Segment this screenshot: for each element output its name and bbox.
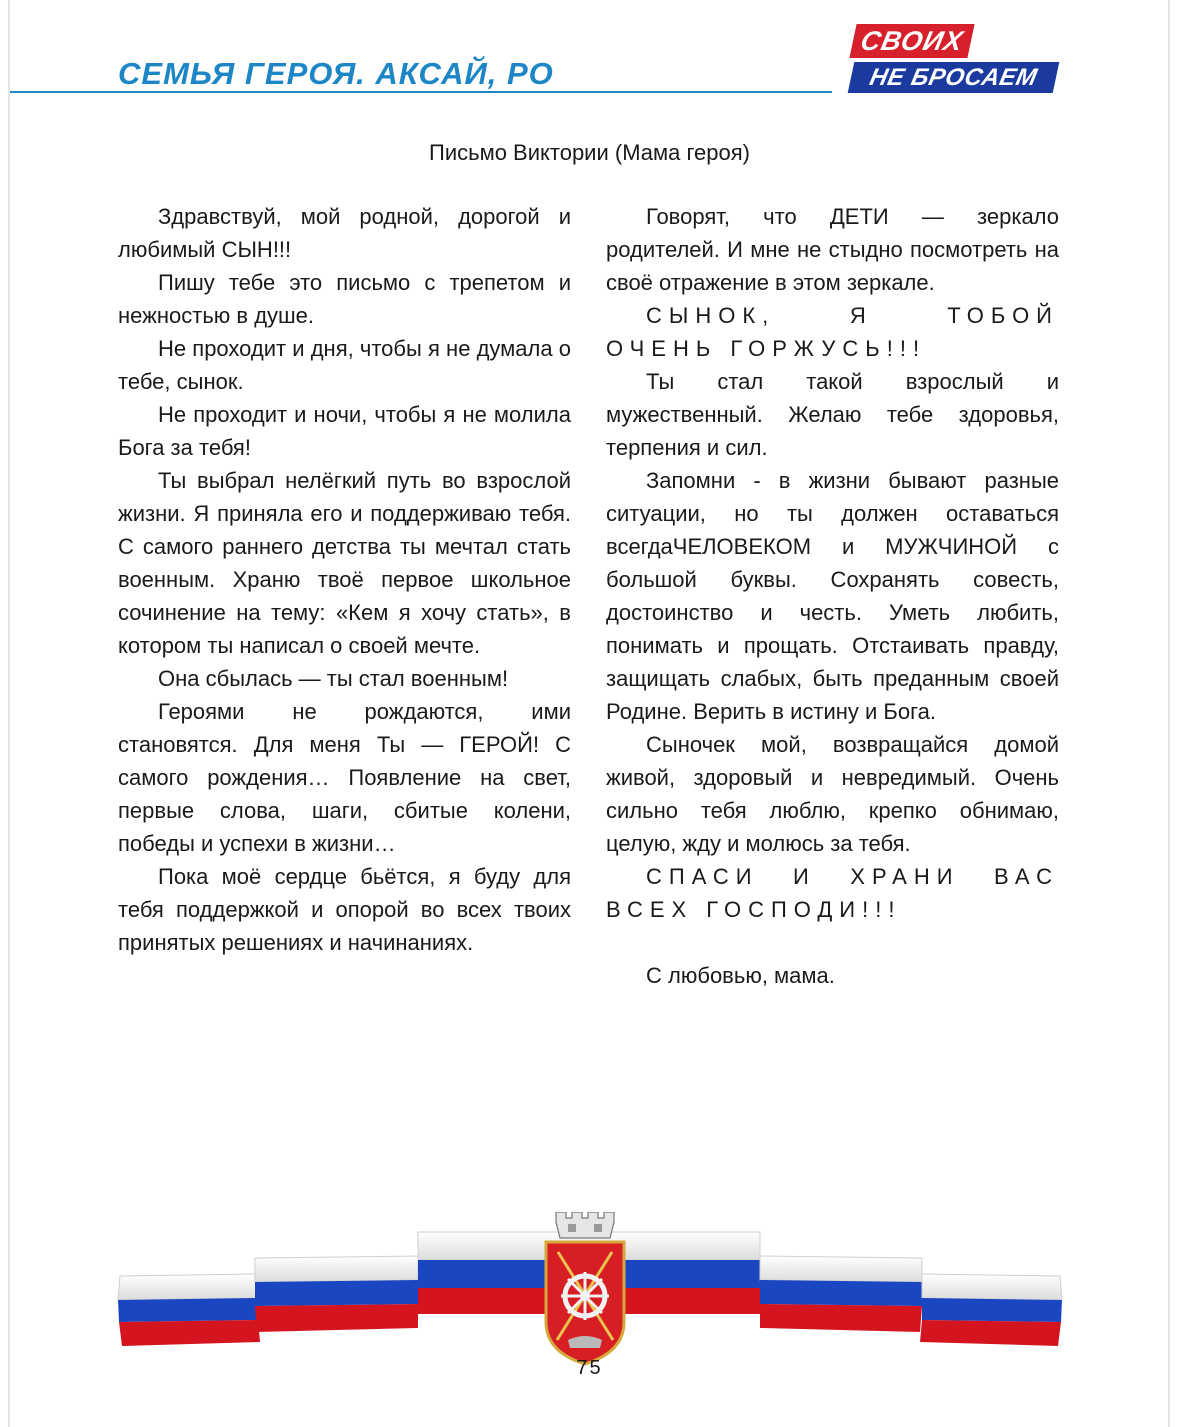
paragraph: Запомни - в жизни бывают разные ситуации, но ты должен оставаться всегдаЧЕЛОВЕКОМ и МУЖЧИНОЙ с большой буквы. Сохранять совесть, достоинство и честь. Уметь любить, понимать и прощать. Отстаивать правду, защищать слабых, быть преданным своей Родине. Верить в истину и Бога. <box>606 468 1059 724</box>
page-number: 75 <box>576 1357 603 1379</box>
letter-column-right <box>606 200 1059 992</box>
paragraph-emphasis: СЫНОК, Я ТОБОЙ ОЧЕНЬ ГОРЖУСЬ!!! <box>606 303 1059 361</box>
flag-ribbon <box>110 1212 1070 1372</box>
paragraph-spacer <box>606 926 1059 959</box>
paragraph: Героями не рождаются, ими становятся. Для меня Ты — ГЕРОЙ! С самого рождения… Появление на свет, первые слова, шаги, сбитые колени, победы и успехи в жизни… <box>118 699 571 856</box>
paragraph: Она сбылась — ты стал военным! <box>158 666 509 691</box>
paragraph: Сыночек мой, возвращайся домой живой, здоровый и невредимый. Очень сильно тебя люблю, крепко обнимаю, целую, жду и молюсь за тебя. <box>606 732 1059 856</box>
paragraph: Не проходит и дня, чтобы я не думала о тебе, сынок. <box>118 336 571 394</box>
header-divider <box>10 91 832 93</box>
paragraph: Не проходит и ночи, чтобы я не молила Бога за тебя! <box>118 402 571 460</box>
badge-line-2: НЕ БРОСАЕМ <box>848 62 1060 93</box>
paragraph: Ты выбрал нелёгкий путь во взрослой жизни. Я приняла его и поддерживаю тебя. С самого раннего детства ты мечтал стать военным. Храню твоё первое школьное сочинение на тему: «Кем я хочу стать», в котором ты написал о своей мечте. <box>118 468 571 658</box>
page-edge-left <box>8 0 10 1427</box>
badge-line-1: СВОИХ <box>849 24 974 58</box>
paragraph: Говорят, что ДЕТИ — зеркало родителей. И мне не стыдно посмотреть на своё отражение в этом зеркале. <box>606 204 1059 295</box>
russian-flag-ribbon-icon <box>110 1212 1070 1372</box>
paragraph: Пока моё сердце бьётся, я буду для тебя поддержкой и опорой во всех твоих принятых решениях и начинаниях. <box>118 864 571 955</box>
section-title: СЕМЬЯ ГЕРОЯ. АКСАЙ, РО <box>118 56 554 91</box>
paragraph: Пишу тебе это письмо с трепетом и нежностью в душе. <box>118 270 571 328</box>
campaign-badge <box>847 24 1062 96</box>
page-edge-right <box>1168 0 1170 1427</box>
paragraph: Ты стал такой взрослый и мужественный. Желаю тебе здоровья, терпения и сил. <box>606 369 1059 460</box>
letter-signature: С любовью, мама. <box>646 963 835 988</box>
letter-title: Письмо Виктории (Мама героя) <box>429 140 750 165</box>
letter-column-left <box>118 200 571 959</box>
paragraph-emphasis: СПАСИ И ХРАНИ ВАС ВСЕХ ГОСПОДИ!!! <box>606 864 1059 922</box>
paragraph: Здравствуй, мой родной, дорогой и любимый СЫН!!! <box>118 204 571 262</box>
